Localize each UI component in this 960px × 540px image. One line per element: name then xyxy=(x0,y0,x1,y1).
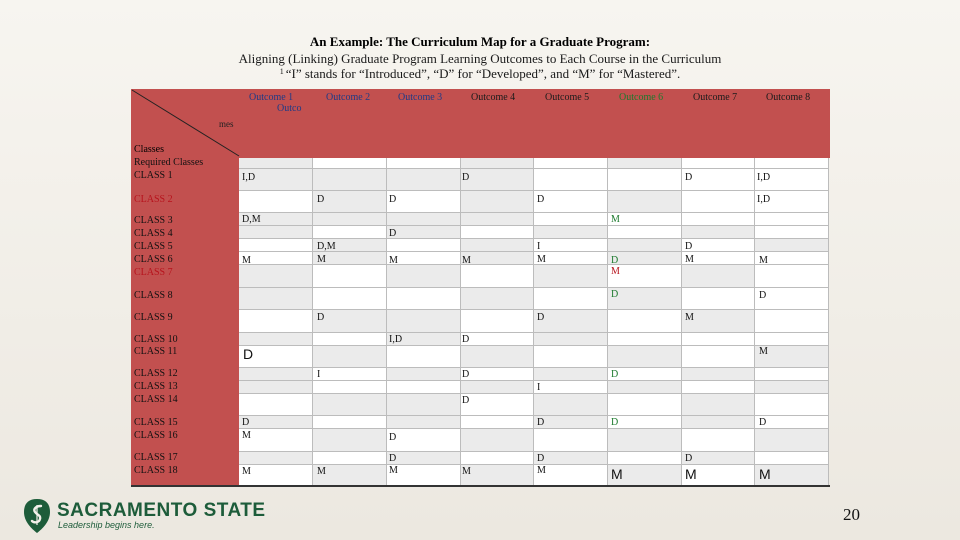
mark-r9-o7: M xyxy=(685,312,694,323)
class-label-14: CLASS 14 xyxy=(134,394,178,405)
grid-cell xyxy=(755,265,829,288)
mark-r12-o2: I xyxy=(317,369,321,380)
corner-classes-label: Classes xyxy=(134,144,164,155)
grid-cell xyxy=(534,158,608,169)
mark-r2-o5: D xyxy=(537,194,545,205)
class-label-11: CLASS 11 xyxy=(134,346,178,357)
grid-cell xyxy=(682,381,755,394)
mark-r18-o8: M xyxy=(759,466,771,482)
grid-cell xyxy=(682,191,755,213)
grid-cell xyxy=(313,346,387,368)
grid-cell xyxy=(461,252,534,265)
grid-cell xyxy=(387,416,461,429)
grid-cell xyxy=(387,239,461,252)
grid-cell xyxy=(239,191,313,213)
grid-cell xyxy=(608,226,682,239)
grid-cell xyxy=(534,239,608,252)
grid-cell xyxy=(239,368,313,381)
grid-cell xyxy=(387,158,461,169)
grid-cell xyxy=(755,310,829,333)
grid-cell xyxy=(608,368,682,381)
grid-cell xyxy=(682,452,755,465)
grid-cell xyxy=(755,452,829,465)
grid-cell xyxy=(239,452,313,465)
grid-cell xyxy=(682,416,755,429)
grid-cell xyxy=(608,416,682,429)
grid-cell xyxy=(461,465,534,486)
grid-cell xyxy=(682,169,755,191)
class-label-9: CLASS 9 xyxy=(134,312,173,323)
grid-cell xyxy=(534,346,608,368)
grid-cell xyxy=(534,213,608,226)
grid-cell xyxy=(313,288,387,310)
grid-cell xyxy=(461,213,534,226)
sacramento-state-logo-icon xyxy=(22,498,52,534)
grid-cell xyxy=(313,158,387,169)
page-subtitle: Aligning (Linking) Graduate Program Learning Outcomes to Each Course in the Curriculum xyxy=(238,51,722,66)
class-label-2: CLASS 2 xyxy=(134,194,173,205)
grid-cell xyxy=(461,265,534,288)
grid-cell xyxy=(313,429,387,452)
mark-r3-o6: M xyxy=(611,214,620,225)
grid-cell xyxy=(608,252,682,265)
grid-cell xyxy=(461,288,534,310)
grid-cell xyxy=(313,452,387,465)
grid-cell xyxy=(461,381,534,394)
mark-r16-o3: D xyxy=(389,432,397,443)
grid-cell xyxy=(755,429,829,452)
grid-cell xyxy=(387,213,461,226)
grid-cell xyxy=(239,288,313,310)
mark-r5-o2: D,M xyxy=(317,241,336,252)
header-outcome-5: Outcome 5 xyxy=(545,92,590,103)
mark-r6-o3: M xyxy=(389,255,398,266)
grid-cell xyxy=(461,169,534,191)
header-outcome-2: Outcome 2 xyxy=(326,92,371,103)
curriculum-grid xyxy=(239,158,829,486)
grid-cell xyxy=(387,226,461,239)
grid-cell xyxy=(608,429,682,452)
mark-r16-o1: M xyxy=(242,430,251,441)
mark-r4-o3: D xyxy=(389,228,397,239)
mark-r7-o6: M xyxy=(611,266,620,277)
grid-cell xyxy=(387,368,461,381)
mark-r6-o1: M xyxy=(242,255,251,266)
header-outcome-6: Outcome 6 xyxy=(619,92,664,103)
class-label-17: CLASS 17 xyxy=(134,452,178,463)
grid-cell xyxy=(313,333,387,346)
footnote-mark: 1 xyxy=(279,67,284,76)
class-label-13: CLASS 13 xyxy=(134,381,178,392)
grid-cell xyxy=(534,429,608,452)
mark-r6-o4: M xyxy=(462,255,471,266)
mark-r15-o5: D xyxy=(537,417,545,428)
grid-cell xyxy=(239,226,313,239)
grid-cell xyxy=(682,333,755,346)
grid-cell xyxy=(461,310,534,333)
grid-cell xyxy=(534,368,608,381)
grid-cell xyxy=(387,394,461,416)
grid-cell xyxy=(534,333,608,346)
mark-r12-o4: D xyxy=(462,369,470,380)
mark-r1-o7: D xyxy=(685,172,693,183)
mark-r12-o6: D xyxy=(611,369,619,380)
grid-cell xyxy=(387,346,461,368)
grid-cell xyxy=(387,169,461,191)
mark-r6-o8: M xyxy=(759,255,768,266)
mark-r17-o7: D xyxy=(685,453,693,464)
grid-cell xyxy=(461,452,534,465)
grid-cell xyxy=(534,265,608,288)
grid-cell xyxy=(534,226,608,239)
grid-cell xyxy=(387,191,461,213)
grid-cell xyxy=(755,333,829,346)
grid-cell xyxy=(239,239,313,252)
grid-cell xyxy=(534,191,608,213)
grid-cell xyxy=(608,394,682,416)
mark-r5-o7: D xyxy=(685,241,693,252)
mark-r14-o4: D xyxy=(462,395,470,406)
grid-cell xyxy=(313,226,387,239)
grid-cell xyxy=(387,310,461,333)
table-header xyxy=(131,89,830,158)
table-bottom-rule xyxy=(131,485,830,487)
grid-cell xyxy=(387,265,461,288)
grid-cell xyxy=(608,239,682,252)
mark-r13-o5: I xyxy=(537,382,541,393)
grid-cell xyxy=(682,368,755,381)
class-label-7: CLASS 7 xyxy=(134,267,173,278)
grid-cell xyxy=(755,239,829,252)
class-label-18: CLASS 18 xyxy=(134,465,178,476)
grid-cell xyxy=(755,226,829,239)
mark-r10-o4: D xyxy=(462,334,470,345)
grid-cell xyxy=(239,333,313,346)
class-label-8: CLASS 8 xyxy=(134,290,173,301)
grid-cell xyxy=(534,381,608,394)
mark-r9-o2: D xyxy=(317,312,325,323)
grid-cell xyxy=(682,429,755,452)
grid-cell xyxy=(755,158,829,169)
grid-cell xyxy=(387,381,461,394)
grid-cell xyxy=(461,394,534,416)
mark-r11-o1: D xyxy=(243,346,254,362)
grid-cell xyxy=(534,169,608,191)
logo-tagline: Leadership begins here. xyxy=(58,520,155,530)
grid-cell xyxy=(608,158,682,169)
mark-r17-o5: D xyxy=(537,453,545,464)
mark-r11-o8: M xyxy=(759,346,768,357)
grid-cell xyxy=(608,288,682,310)
corner-fragment: mes xyxy=(219,119,234,129)
mark-r1-o4: D xyxy=(462,172,470,183)
mark-r15-o8: D xyxy=(759,417,767,428)
mark-r3-o1: D,M xyxy=(242,214,261,225)
grid-cell xyxy=(755,381,829,394)
page-number: 20 xyxy=(843,505,860,524)
mark-r18-o6: M xyxy=(611,466,623,482)
mark-r6-o2: M xyxy=(317,254,326,265)
grid-cell xyxy=(682,213,755,226)
grid-cell xyxy=(461,158,534,169)
grid-cell xyxy=(313,381,387,394)
grid-cell xyxy=(682,346,755,368)
header-outcome-7: Outcome 7 xyxy=(693,92,738,103)
mark-r18-o5: M xyxy=(537,465,546,476)
grid-cell xyxy=(387,288,461,310)
mark-r18-o4: M xyxy=(462,466,471,477)
grid-cell xyxy=(239,265,313,288)
grid-cell xyxy=(534,452,608,465)
grid-cell xyxy=(239,394,313,416)
grid-cell xyxy=(461,191,534,213)
mark-r1-o1: I,D xyxy=(242,172,256,183)
header-outcome-3: Outcome 3 xyxy=(398,92,443,103)
grid-cell xyxy=(608,333,682,346)
header-outcome-4: Outcome 4 xyxy=(471,92,516,103)
mark-r6-o6: D xyxy=(611,255,619,266)
mark-r18-o7: M xyxy=(685,466,697,482)
grid-cell xyxy=(534,416,608,429)
mark-r6-o7: M xyxy=(685,254,694,265)
mark-r2-o3: D xyxy=(389,194,397,205)
grid-cell xyxy=(755,368,829,381)
grid-cell xyxy=(534,310,608,333)
grid-cell xyxy=(313,213,387,226)
mark-r8-o6: D xyxy=(611,289,619,300)
grid-cell xyxy=(461,368,534,381)
class-label-4: CLASS 4 xyxy=(134,228,173,239)
grid-cell xyxy=(461,239,534,252)
mark-r18-o3: M xyxy=(389,465,398,476)
mark-r9-o5: D xyxy=(537,312,545,323)
grid-cell xyxy=(313,368,387,381)
mark-r17-o3: D xyxy=(389,453,397,464)
grid-cell xyxy=(608,169,682,191)
mark-r2-o2: D xyxy=(317,194,325,205)
grid-cell xyxy=(387,429,461,452)
grid-cell xyxy=(608,346,682,368)
class-label-10: CLASS 10 xyxy=(134,334,178,345)
mark-r8-o8: D xyxy=(759,290,767,301)
grid-cell xyxy=(239,381,313,394)
grid-cell xyxy=(682,239,755,252)
grid-cell xyxy=(682,226,755,239)
class-label-6: CLASS 6 xyxy=(134,254,173,265)
grid-cell xyxy=(313,416,387,429)
class-label-3: CLASS 3 xyxy=(134,215,173,226)
class-label-15: CLASS 15 xyxy=(134,417,178,428)
grid-cell xyxy=(608,191,682,213)
footnote-text: “I” stands for “Introduced”, “D” for “Developed”, and “M” for “Mastered”. xyxy=(285,66,681,81)
mark-r5-o5: I xyxy=(537,241,541,252)
grid-cell xyxy=(387,252,461,265)
mark-r2-o8: I,D xyxy=(757,194,771,205)
grid-cell xyxy=(313,169,387,191)
mark-r15-o6: D xyxy=(611,417,619,428)
header-outcome-8: Outcome 8 xyxy=(766,92,811,103)
grid-cell xyxy=(534,288,608,310)
grid-cell xyxy=(608,381,682,394)
class-label-1: CLASS 1 xyxy=(134,170,173,181)
grid-cell xyxy=(313,394,387,416)
header-outcome-1: Outcome 1 Outco xyxy=(249,92,302,114)
grid-cell xyxy=(461,346,534,368)
grid-cell xyxy=(387,465,461,486)
grid-cell xyxy=(461,429,534,452)
grid-cell xyxy=(682,265,755,288)
class-label-12: CLASS 12 xyxy=(134,368,178,379)
grid-cell xyxy=(313,265,387,288)
corner-required-label: Required Classes xyxy=(134,157,204,168)
grid-cell xyxy=(239,416,313,429)
grid-cell xyxy=(534,394,608,416)
grid-cell xyxy=(608,310,682,333)
grid-cell xyxy=(608,452,682,465)
mark-r6-o5: M xyxy=(537,254,546,265)
grid-cell xyxy=(387,452,461,465)
grid-cell xyxy=(682,288,755,310)
grid-cell xyxy=(682,394,755,416)
mark-r10-o3: I,D xyxy=(389,334,403,345)
grid-cell xyxy=(461,226,534,239)
mark-r1-o8: I,D xyxy=(757,172,771,183)
class-label-5: CLASS 5 xyxy=(134,241,173,252)
grid-cell xyxy=(239,310,313,333)
mark-r18-o2: M xyxy=(317,466,326,477)
footnote xyxy=(0,66,960,82)
grid-cell xyxy=(461,333,534,346)
class-label-16: CLASS 16 xyxy=(134,430,178,441)
page-title: An Example: The Curriculum Map for a Graduate Program: xyxy=(309,34,651,49)
grid-cell xyxy=(755,213,829,226)
class-label-column xyxy=(131,158,239,486)
grid-cell xyxy=(682,158,755,169)
mark-r18-o1: M xyxy=(242,466,251,477)
grid-cell xyxy=(755,394,829,416)
grid-cell xyxy=(461,416,534,429)
grid-cell xyxy=(239,158,313,169)
mark-r15-o1: D xyxy=(242,417,250,428)
logo-name: SACRAMENTO STATE xyxy=(57,500,266,521)
